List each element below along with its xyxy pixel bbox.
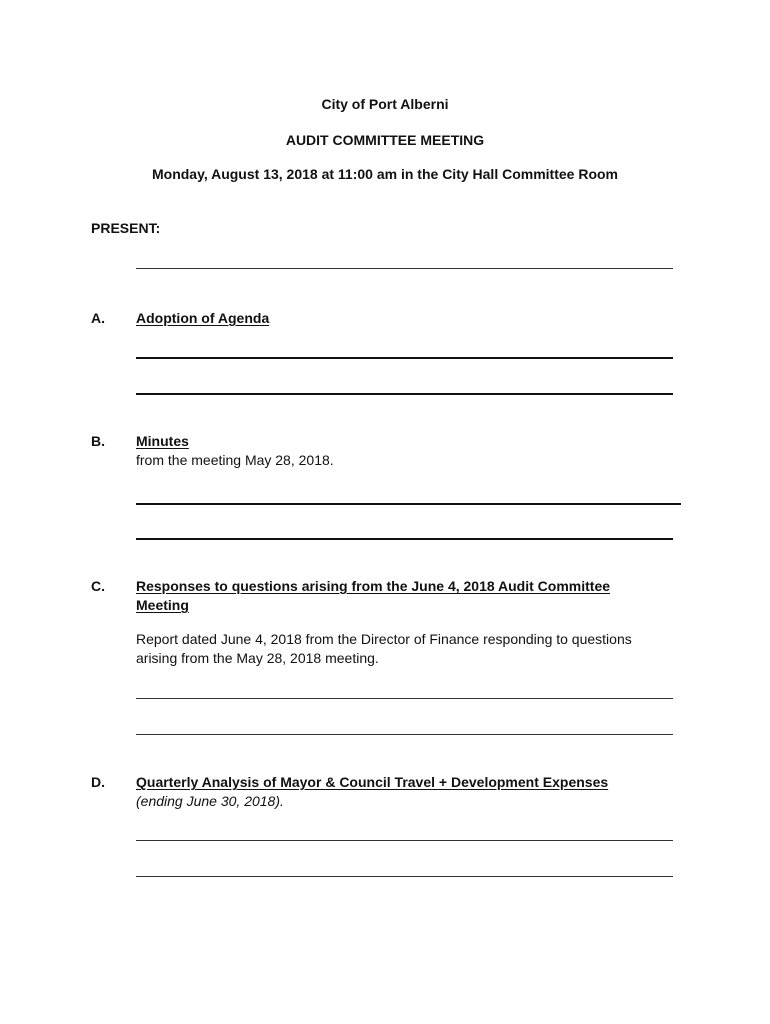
section-a-line-2 bbox=[136, 393, 673, 395]
section-c-text-line-2: arising from the May 28, 2018 meeting. bbox=[136, 650, 379, 666]
section-c-line-2 bbox=[136, 734, 673, 735]
section-d-line-2 bbox=[136, 876, 673, 877]
section-d-heading: Quarterly Analysis of Mayor & Council Travel + Development Expenses bbox=[136, 774, 609, 790]
meeting-datetime: Monday, August 13, 2018 at 11:00 am in the City Hall Committee Room bbox=[151, 166, 618, 182]
section-c-line-1 bbox=[136, 698, 673, 699]
section-b-line-1 bbox=[136, 503, 681, 505]
meeting-title: AUDIT COMMITTEE MEETING bbox=[285, 132, 485, 148]
section-c-letter: C. bbox=[91, 578, 105, 594]
section-a-letter: A. bbox=[91, 310, 105, 326]
section-b-text: from the meeting May 28, 2018. bbox=[136, 452, 334, 468]
section-c-text-line-1: Report dated June 4, 2018 from the Director of Finance responding to questions bbox=[136, 631, 632, 647]
section-c-heading-line-2: Meeting bbox=[136, 597, 189, 613]
section-b-letter: B. bbox=[91, 433, 105, 449]
section-d-line-1 bbox=[136, 840, 673, 841]
section-c-heading-line-1: Responses to questions arising from the June 4, 2018 Audit Committee bbox=[136, 578, 611, 594]
city-title: City of Port Alberni bbox=[321, 96, 449, 112]
section-b-line-2 bbox=[136, 538, 673, 540]
present-signature-line bbox=[136, 268, 673, 269]
section-a-heading: Adoption of Agenda bbox=[136, 310, 270, 326]
section-b-heading: Minutes bbox=[136, 433, 189, 449]
section-a-line-1 bbox=[136, 357, 673, 359]
section-d-text: (ending June 30, 2018). bbox=[136, 793, 284, 809]
present-label: PRESENT: bbox=[91, 220, 161, 236]
section-d-letter: D. bbox=[91, 774, 105, 790]
